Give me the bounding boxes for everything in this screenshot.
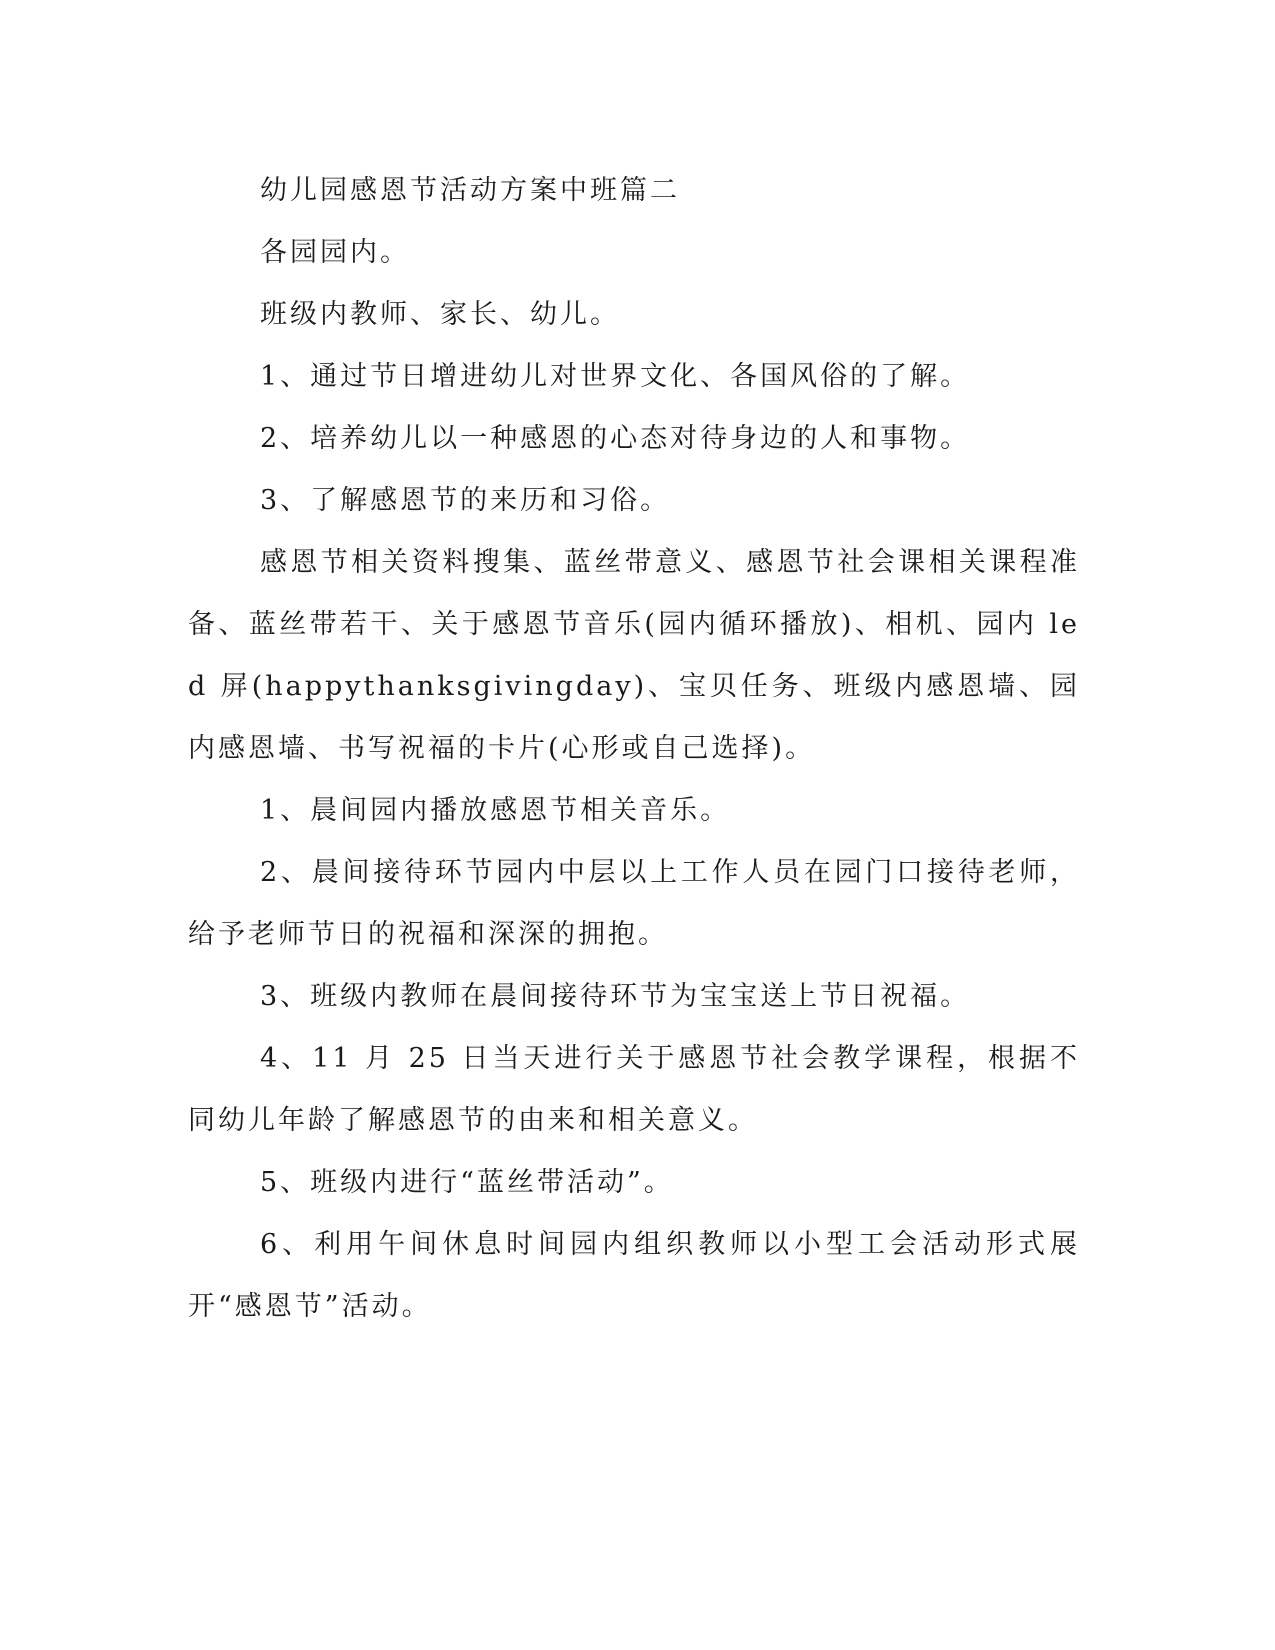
document-title: 幼儿园感恩节活动方案中班篇二 — [260, 175, 680, 206]
paragraph-step-4: 4、11 月 25 日当天进行关于感恩节社会教学课程，根据不同幼儿年龄了解感恩节的由来和相关意义。 — [188, 1043, 1080, 1136]
paragraph-step-2: 2、晨间接待环节园内中层以上工作人员在园门口接待老师，给予老师节日的祝福和深深的拥抱。 — [188, 857, 1080, 950]
paragraph-step-6: 6、利用午间休息时间园内组织教师以小型工会活动形式展开“感恩节”活动。 — [188, 1229, 1080, 1322]
paragraph-goal-2: 2、培养幼儿以一种感恩的心态对待身边的人和事物。 — [260, 423, 971, 454]
paragraph-location: 各园园内。 — [260, 237, 410, 268]
paragraph-step-3: 3、班级内教师在晨间接待环节为宝宝送上节日祝福。 — [260, 981, 971, 1012]
document-body — [188, 160, 1080, 1338]
paragraph-goal-1: 1、通过节日增进幼儿对世界文化、各国风俗的了解。 — [260, 361, 971, 392]
paragraph-preparation: 感恩节相关资料搜集、蓝丝带意义、感恩节社会课相关课程准备、蓝丝带若干、关于感恩节音乐(园内循环播放)、相机、园内 led 屏(happythanksgivingday)、宝贝任务、班级内感恩墙、园内感恩墙、书写祝福的卡片(心形或自己选择)。 — [188, 547, 1080, 764]
paragraph-step-1: 1、晨间园内播放感恩节相关音乐。 — [260, 795, 731, 826]
paragraph-participants: 班级内教师、家长、幼儿。 — [260, 299, 620, 330]
paragraph-step-5: 5、班级内进行“蓝丝带活动”。 — [260, 1167, 674, 1198]
paragraph-goal-3: 3、了解感恩节的来历和习俗。 — [260, 485, 671, 516]
